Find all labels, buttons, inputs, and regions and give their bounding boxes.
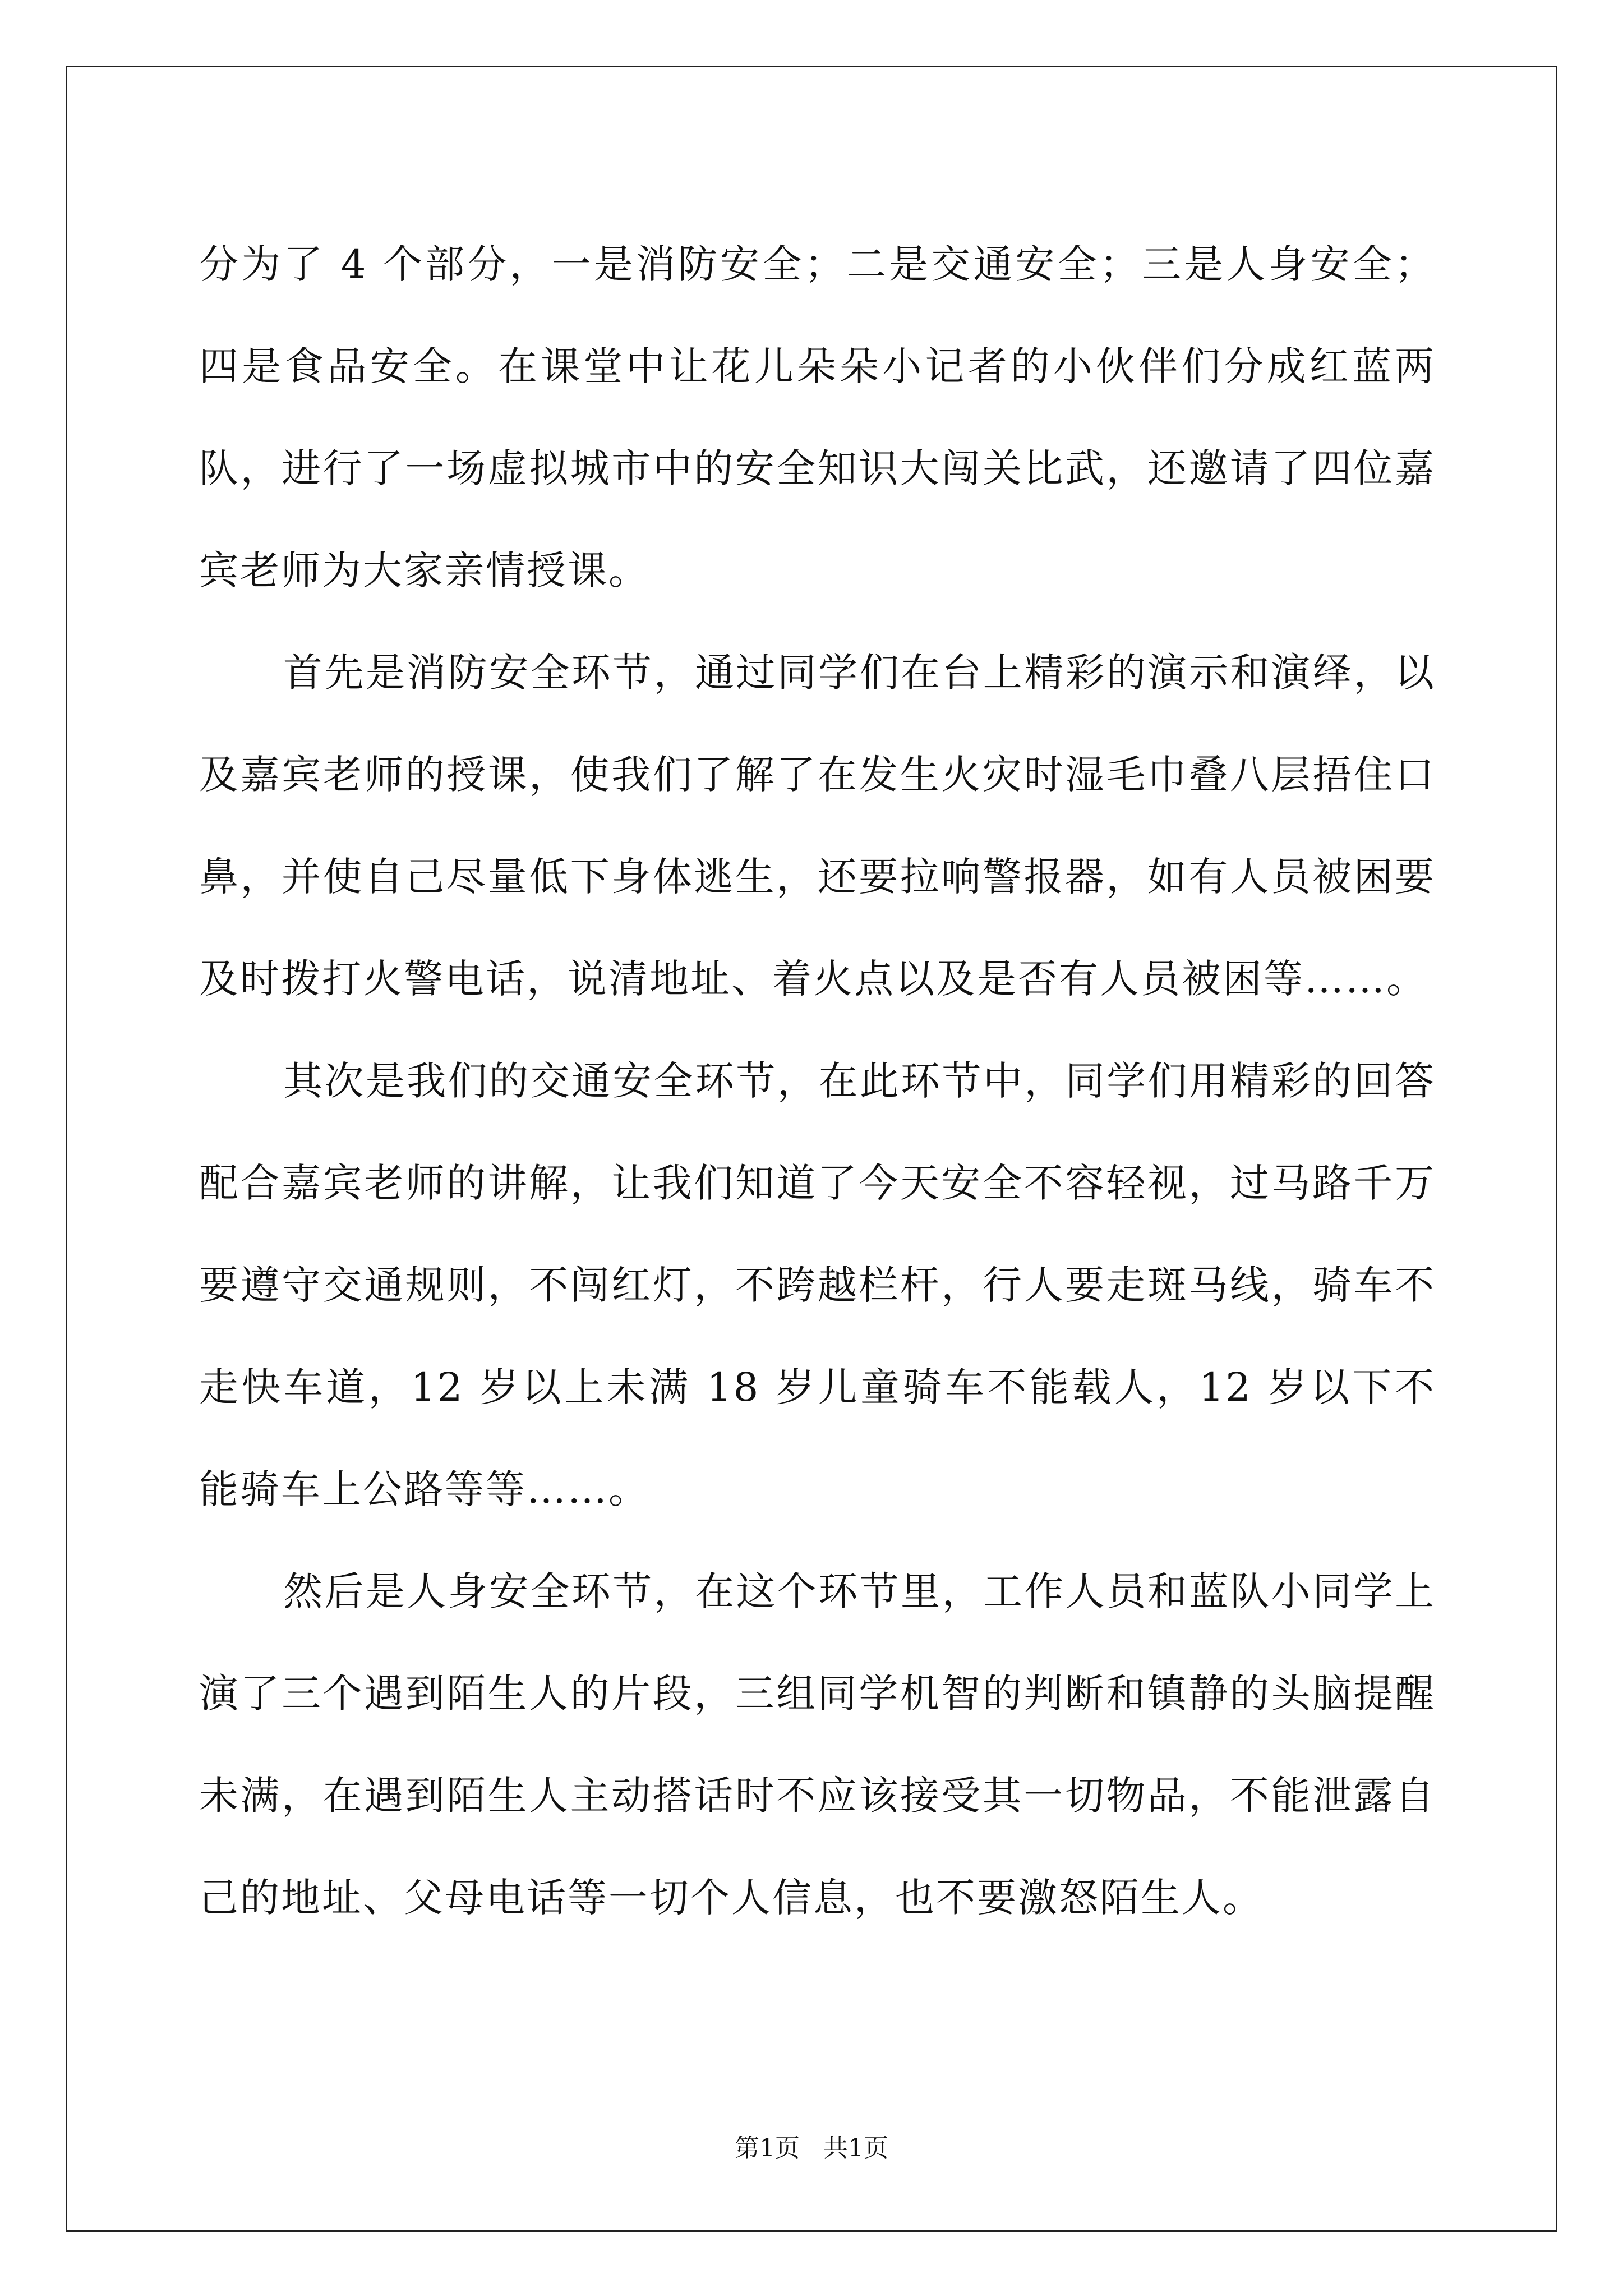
paragraph-2: 首先是消防安全环节，通过同学们在台上精彩的演示和演绎，以及嘉宾老师的授课，使我们了解了在发生火灾时湿毛巾叠八层捂住口鼻，并使自己尽量低下身体逃生，还要拉响警报器，如有人员被困要及时拨打火警电话，说清地址、着火点以及是否有人员被困等……。 (199, 650, 1436, 1002)
page-footer: 第1页 共1页 (735, 2134, 888, 2162)
paragraph-4: 然后是人身安全环节，在这个环节里，工作人员和蓝队小同学上演了三个遇到陌生人的片段，三组同学机智的判断和镇静的头脑提醒未满，在遇到陌生人主动搭话时不应该接受其一切物品，不能泄露自己的地址、父母电话等一切个人信息，也不要激怒陌生人。 (199, 1568, 1436, 1921)
document-body (199, 213, 1436, 1949)
paragraph-1: 分为了 4 个部分，一是消防安全；二是交通安全；三是人身安全；四是食品安全。在课堂中让花儿朵朵小记者的小伙伴们分成红蓝两队，进行了一场虚拟城市中的安全知识大闯关比武，还邀请了四位嘉宾老师为大家亲情授课。 (199, 241, 1436, 593)
paragraph-3: 其次是我们的交通安全环节，在此环节中，同学们用精彩的回答配合嘉宾老师的讲解，让我们知道了今天安全不容轻视，过马路千万要遵守交通规则，不闯红灯，不跨越栏杆，行人要走斑马线，骑车不走快车道，12 岁以上未满 18 岁儿童骑车不能载人，12 岁以下不能骑车上公路等等……。 (199, 1058, 1436, 1512)
